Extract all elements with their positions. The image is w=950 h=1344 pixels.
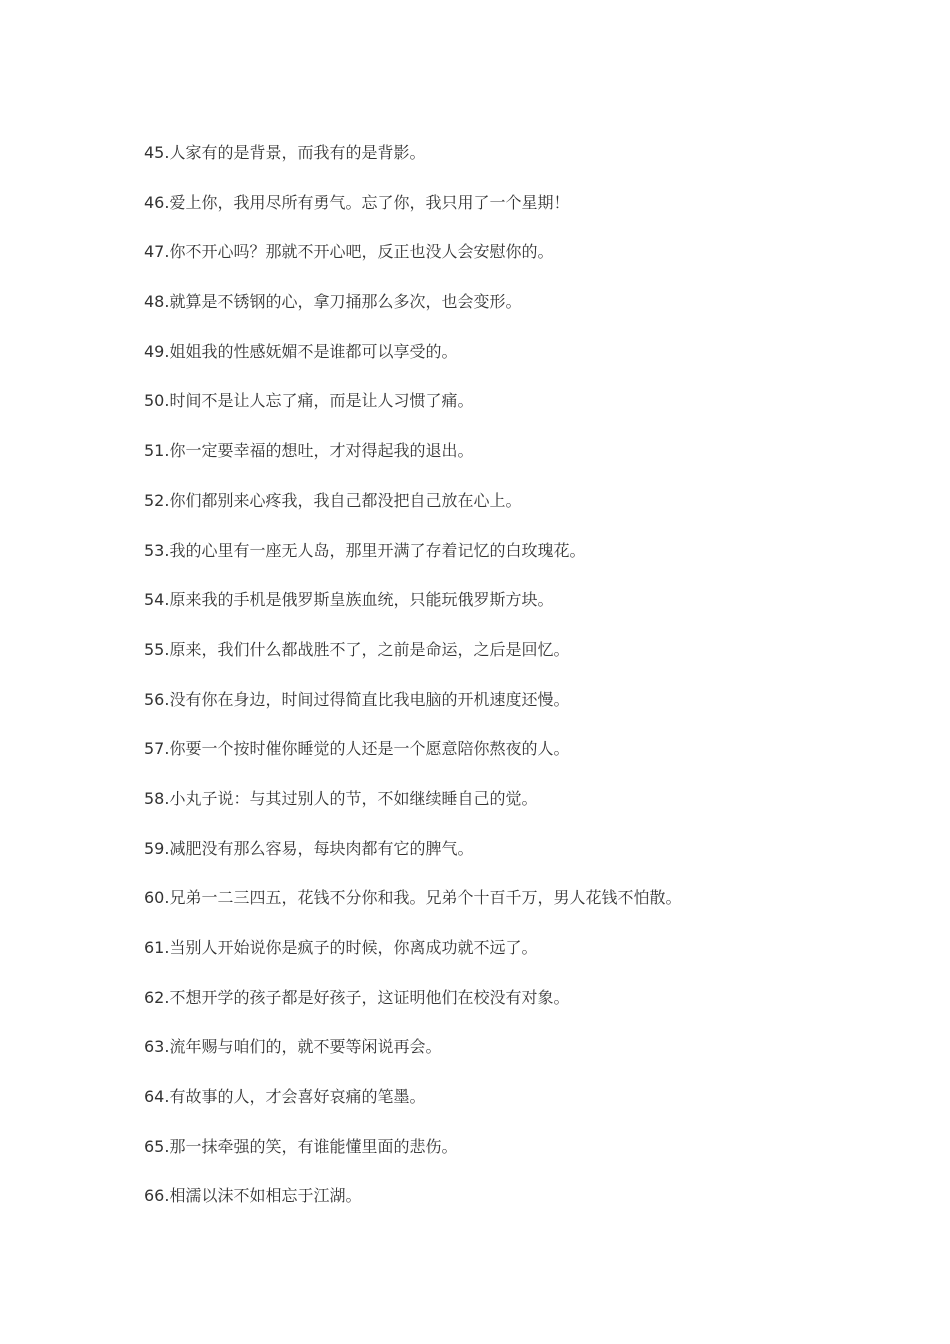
quote-line: 63.流年赐与咱们的，就不要等闲说再会。 — [144, 1037, 442, 1057]
quote-line: 64.有故事的人，才会喜好哀痛的笔墨。 — [144, 1087, 426, 1107]
quote-line: 65.那一抹牵强的笑，有谁能懂里面的悲伤。 — [144, 1136, 458, 1156]
quote-line: 48.就算是不锈钢的心，拿刀捅那么多次，也会变形。 — [144, 292, 522, 312]
quote-line: 50.时间不是让人忘了痛，而是让人习惯了痛。 — [144, 391, 474, 411]
quote-list — [144, 141, 904, 1234]
quote-line: 53.我的心里有一座无人岛，那里开满了存着记忆的白玫瑰花。 — [144, 540, 586, 560]
quote-line: 57.你要一个按时催你睡觉的人还是一个愿意陪你熬夜的人。 — [144, 739, 570, 759]
quote-line: 49.姐姐我的性感妩媚不是谁都可以享受的。 — [144, 341, 458, 361]
quote-line: 51.你一定要幸福的想吐，才对得起我的退出。 — [144, 441, 474, 461]
quote-line: 52.你们都别来心疼我，我自己都没把自己放在心上。 — [144, 490, 522, 510]
quote-line: 54.原来我的手机是俄罗斯皇族血统，只能玩俄罗斯方块。 — [144, 590, 554, 610]
quote-line: 60.兄弟一二三四五，花钱不分你和我。兄弟个十百千万，男人花钱不怕散。 — [144, 888, 682, 908]
quote-line: 55.原来，我们什么都战胜不了，之前是命运，之后是回忆。 — [144, 639, 570, 659]
quote-line: 59.减肥没有那么容易，每块肉都有它的脾气。 — [144, 838, 474, 858]
quote-line: 66.相濡以沫不如相忘于江湖。 — [144, 1186, 362, 1206]
quote-line: 61.当别人开始说你是疯子的时候，你离成功就不远了。 — [144, 938, 538, 957]
quote-line: 56.没有你在身边，时间过得简直比我电脑的开机速度还慢。 — [144, 689, 570, 709]
quote-line: 58.小丸子说：与其过别人的节，不如继续睡自己的觉。 — [144, 788, 538, 808]
quote-line: 62.不想开学的孩子都是好孩子，这证明他们在校没有对象。 — [144, 987, 570, 1007]
quote-line: 45.人家有的是背景，而我有的是背影。 — [144, 143, 426, 162]
quote-line: 47.你不开心吗？那就不开心吧，反正也没人会安慰你的。 — [144, 242, 554, 262]
quote-line: 46.爱上你，我用尽所有勇气。忘了你，我只用了一个星期！ — [144, 192, 570, 212]
